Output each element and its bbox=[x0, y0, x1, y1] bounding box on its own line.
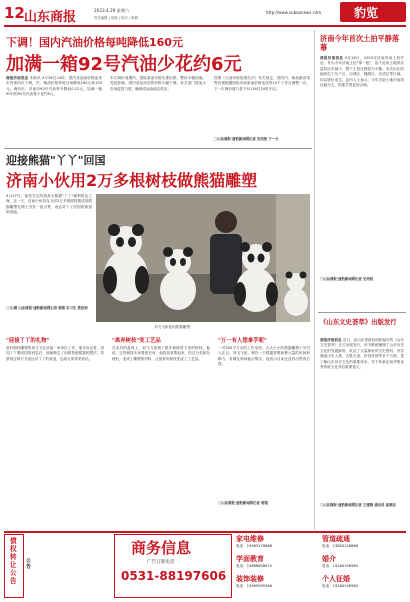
classified-item-4 bbox=[322, 554, 406, 569]
classified-title: 婚介 bbox=[322, 555, 336, 563]
classified-item-1 bbox=[236, 534, 316, 549]
photo-caption: 刘飞飞和他的熊猫雕塑 bbox=[154, 325, 190, 329]
book-text: 近日，由山东省政协组织编写的《山东文史荟萃》正式出版发行。该书系统梳理了山东历史文化的发展脉络，收录了大量珍贵的文史资料，内容涵盖历史人物、名胜古迹、民俗风情等多个方面，是了解山东历史文化的重要读本，对于传承弘扬齐鲁优秀传统文化具有重要意义。 bbox=[320, 338, 405, 370]
feature-intro: 4月27日，备受关注的旅美大熊猫"丫丫"顺利抵达上海。这一天，济南小伙刘克飞用2万多根树枝做成的熊猫雕塑在网上引发一波点赞，表达对丫丫回国的欢迎和祝福。 bbox=[6, 194, 92, 215]
column-divider bbox=[314, 30, 315, 530]
feature-article bbox=[4, 150, 312, 530]
classifieds bbox=[4, 534, 406, 600]
main-col2: 本次调价周期内，国际原油价格先涨后跌，整体小幅回落。受此影响，国内成品油零售价格小幅下调，有关部门将加大市场监管力度，确保成品油稳定供应。 bbox=[110, 76, 206, 91]
header-rule bbox=[4, 25, 406, 27]
book-byline: 商报济南消息 bbox=[320, 338, 342, 342]
classified-title: 管道疏通 bbox=[322, 535, 350, 543]
sidebar-top-body bbox=[320, 56, 404, 88]
section-title: 山东商报 bbox=[24, 10, 77, 25]
main-kicker: 下调！国内汽油价格每吨降低160元 bbox=[6, 36, 183, 49]
sidebar-top-headline: 济南今年首次土拍平静落幕 bbox=[320, 34, 400, 52]
section-rule-1 bbox=[4, 148, 312, 149]
business-info-phone: 0531-88197606 bbox=[121, 569, 227, 583]
panda-photo bbox=[96, 194, 310, 322]
book-article bbox=[318, 312, 406, 530]
classified-item-2 bbox=[236, 554, 316, 569]
feature-subhead-1: "迎接丫丫的礼物" bbox=[6, 338, 50, 344]
classified-phone: 电话：15963176868 bbox=[236, 544, 272, 548]
classified-phone: 电话：15264106580 bbox=[322, 584, 358, 588]
main-article bbox=[4, 30, 312, 148]
classified-phone: 电话：15866658675 bbox=[236, 564, 272, 568]
classified-title: 学面教育 bbox=[236, 555, 264, 563]
classified-title: 家电维修 bbox=[236, 535, 264, 543]
sidebar-top-text: 4月28日，2023年济南首场土拍开启，作为今年济南土拍"第一枪"，由于此前土地供应量较往年减少，整个土拍过程较为平静。本次出让的地块位于历下区、历城区、槐荫区、长清区等区域，均以底价成交。业内人士表示，今年济南土地市场将以稳为主，供地节奏更加合理。 bbox=[320, 56, 404, 88]
feature-kicker: 迎接熊猫"丫丫"回国 bbox=[6, 154, 106, 167]
panda-sculpture-4-icon bbox=[284, 272, 308, 317]
business-info-sub: 广告订版电话 bbox=[147, 560, 175, 565]
brand-logo-text: 豹览 bbox=[354, 6, 379, 20]
feature-subhead-3: "万一有人想拿孚呢" bbox=[218, 338, 267, 344]
feature-col1: 爱好树枝雕塑的刘飞飞在济南一家单位工作，他告诉记者，得知丫丫要回国的消息后，他就萌生了用树枝做熊猫的想法，希望用这种方式表达对丫丫的欢迎，也给大家带来快乐。 bbox=[6, 346, 104, 361]
classified-phone: 电话：15264106580 bbox=[322, 564, 358, 568]
classified-phone: 电话：13853128866 bbox=[322, 544, 358, 548]
sidebar-top-byline: 商报济南消息 bbox=[320, 56, 344, 60]
classified-phone: 电话：13969055346 bbox=[236, 584, 272, 588]
book-top-rule bbox=[318, 312, 406, 313]
classified-rule bbox=[4, 531, 406, 533]
notice-label: 公告 bbox=[26, 558, 32, 570]
feature-reporter: □文/图 山东商报·速豹新闻网记者 郭翔 实习生 聂佳怡 bbox=[6, 306, 88, 310]
page-header bbox=[0, 0, 410, 30]
classified-grid bbox=[236, 534, 406, 598]
book-source: □山东商报·速豹新闻网记者 王建锋 通讯员 高晓东 bbox=[320, 503, 396, 507]
classified-title: 装饰装修 bbox=[236, 575, 264, 583]
business-info-box bbox=[114, 534, 232, 598]
issue-date: 2023.4.29 星期六 bbox=[94, 8, 130, 13]
feature-col3: 一对300平方米的工作室里，大大小小的熊猫雕塑十分引人注目。刘飞飞说，制作一只熊猫需要耗费大量的时间和精力，有网友询问能否购买，他表示目前还没有出售的打算。 bbox=[218, 346, 310, 367]
debt-notice-title: 债权转让公告 bbox=[10, 537, 17, 585]
main-col1 bbox=[6, 76, 102, 98]
feature-headline: 济南小伙用2万多根树枝做熊猫雕塑 bbox=[6, 171, 258, 190]
classified-item-5 bbox=[236, 574, 316, 589]
classified-item-6 bbox=[322, 574, 406, 589]
book-headline: 《山东文史荟萃》出版发行 bbox=[320, 318, 397, 326]
classified-title: 个人征婚 bbox=[322, 575, 350, 583]
main-headline: 加满一箱92号汽油少花约6元 bbox=[6, 54, 242, 75]
classified-item-3 bbox=[322, 534, 406, 549]
main-source: □山东商报·速豹新闻网记者 史尚恒 于一方 bbox=[214, 137, 279, 141]
sidebar-top bbox=[318, 30, 406, 310]
business-info-title: 商务信息 bbox=[131, 539, 192, 557]
feature-source: □山东商报·速豹新闻网记者 郭翔 bbox=[218, 501, 268, 505]
book-body bbox=[320, 338, 404, 370]
sidebar-top-source: □山东商报·速豹新闻网记者 史尚恒 bbox=[320, 277, 374, 281]
main-col3: 按照《石油价格管理办法》有关规定，国内汽、柴油最高零售价格根据国际市场原油价格变化每10个工作日调整一次。下一次调价窗口将于5月16日24时开启。 bbox=[214, 76, 310, 91]
website-url: http://www.subaonews.com bbox=[266, 10, 322, 15]
feature-subhead-2: "离弃树枝"变工艺品 bbox=[112, 338, 161, 344]
editor-label: 责任编辑 | 组版 | 校对 | 审稿 bbox=[94, 16, 138, 20]
debt-notice-box bbox=[4, 534, 24, 598]
page-number: 12 bbox=[4, 4, 25, 22]
brand-logo bbox=[340, 2, 406, 22]
main-byline: 商报济南消息 bbox=[6, 76, 29, 80]
feature-col2: 在本村的盘珠上，刘飞飞找到了很多被修剪下来的树枝。他说，这些树枝本来要被丢弃，他将其收集起来，经过分类和处理后，变成了雕塑的材料，让废弃的树枝变成了工艺品。 bbox=[112, 346, 210, 361]
main-col1-text: 本报讯 4月28日24时，国内成品油价格迎来年内第四次下调，汽、柴油价格每吨分别降低160元和155元。调价后，济南市92号汽油每升降低0.12元，加满一箱50升的92号汽油将少花约6元。 bbox=[6, 76, 102, 97]
